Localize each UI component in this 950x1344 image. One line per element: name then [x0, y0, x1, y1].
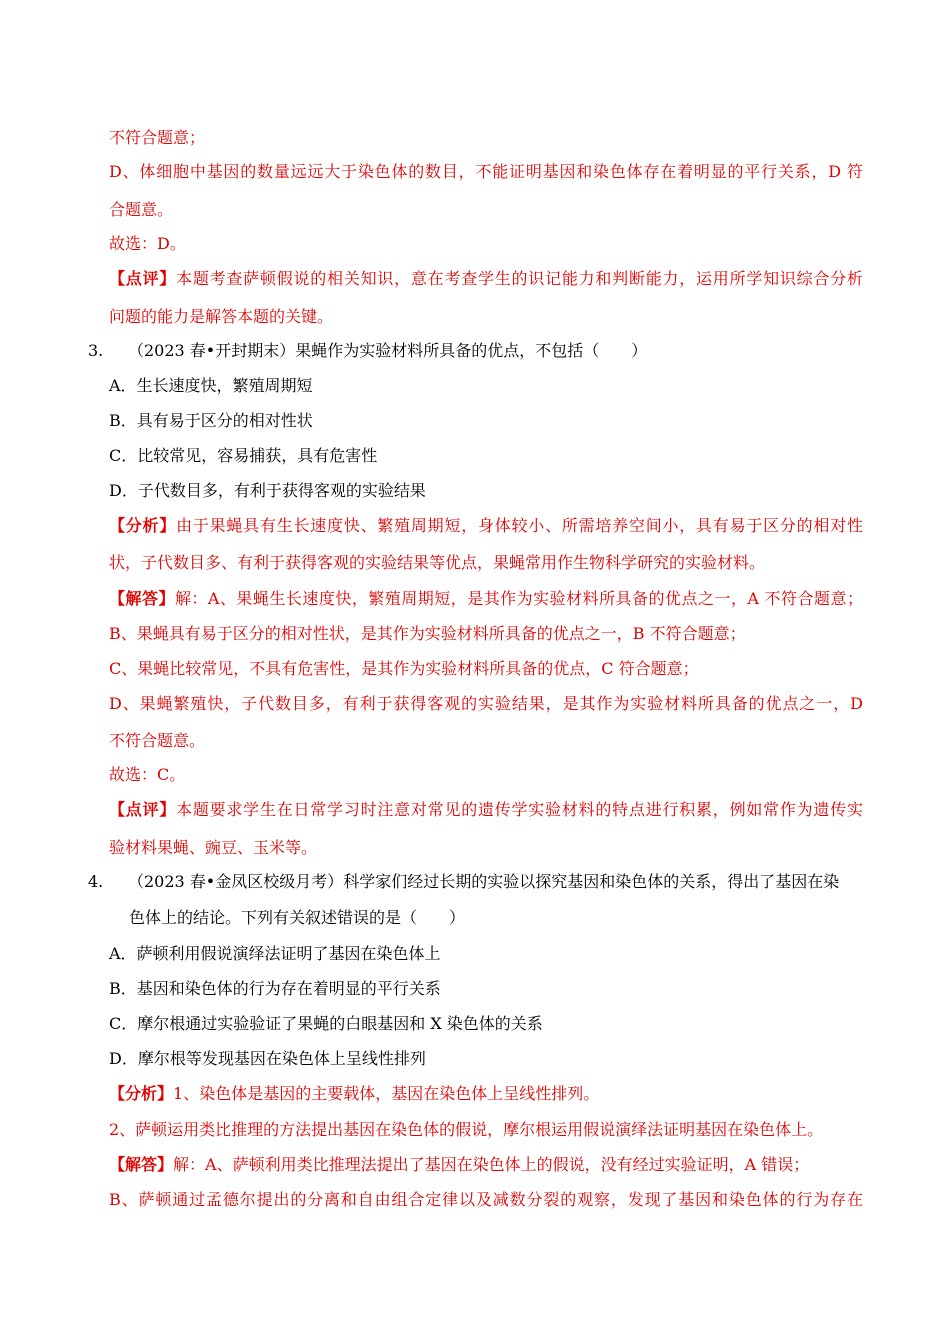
option-b: B．基因和染色体的行为存在着明显的平行关系: [109, 979, 441, 998]
question-number: 3.: [88, 341, 104, 360]
prev-answer: 故选：D。: [109, 234, 186, 253]
question-number: 4.: [88, 872, 104, 891]
question-4-stem: [88, 872, 863, 892]
question-text: （2023 春•开封期末）果蝇作为实验材料所具备的优点，不包括（ ）: [128, 341, 648, 360]
answer: 故选：C。: [109, 765, 186, 784]
analysis-text: 1、染色体是基因的主要载体，基因在染色体上呈线性排列。: [173, 1084, 600, 1103]
comment-text: 本题考查萨顿假说的相关知识，意在考查学生的识记能力和判断能力，运用所学知识综合分析: [176, 269, 863, 288]
comment-text: 本题要求学生在日常学习时注意对常见的遗传学实验材料的特点进行积累，例如常作为遗传实: [176, 800, 863, 819]
prev-comment: [109, 269, 863, 289]
solution-tag: 【解答】: [109, 589, 175, 608]
option-d: D．摩尔根等发现基因在染色体上呈线性排列: [109, 1049, 426, 1068]
prev-comment-cont: 问题的能力是解答本题的关键。: [109, 307, 334, 326]
analysis-text: 由于果蝇具有生长速度快、繁殖周期短，身体较小、所需培养空间小，具有易于区分的相对性: [176, 516, 863, 535]
question-text: （2023 春•金凤区校级月考）科学家们经过长期的实验以探究基因和染色体的关系，得出了基因在染: [128, 872, 840, 891]
solution-line: C、果蝇比较常见，不具有危害性，是其作为实验材料所具备的优点，C 符合题意；: [109, 659, 699, 678]
prev-solution-option-d: D、体细胞中基因的数量远远大于染色体的数目，不能证明基因和染色体存在着明显的平行关系，D 符: [109, 162, 863, 181]
analysis-cont: 状，子代数目多、有利于获得客观的实验结果等优点，果蝇常用作生物科学研究的实验材料。: [109, 553, 766, 572]
prev-solution-line: 不符合题意；: [109, 128, 206, 147]
question-3-stem: [88, 341, 647, 361]
solution-text: 解：A、萨顿利用类比推理法提出了基因在染色体上的假说，没有经过实验证明，A 错误；: [173, 1155, 810, 1174]
comment-cont: 验材料果蝇、豌豆、玉米等。: [109, 838, 318, 857]
solution-text: 解：A、果蝇生长速度快，繁殖周期短，是其作为实验材料所具备的优点之一，A 不符合题意；: [174, 589, 863, 608]
analysis: [109, 1084, 599, 1104]
analysis-tag: 【分析】: [109, 516, 177, 535]
option-b: B．具有易于区分的相对性状: [109, 411, 313, 430]
solution-line: B、萨顿通过孟德尔提出的分离和自由组合定律以及减数分裂的观察，发现了基因和染色体的行为存在: [109, 1190, 863, 1209]
prev-solution-line: 合题意。: [109, 200, 174, 219]
solution-line: B、果蝇具有易于区分的相对性状，是其作为实验材料所具备的优点之一，B 不符合题意；: [109, 624, 746, 643]
comment-tag: 【点评】: [109, 269, 177, 288]
question-4-stem-cont: 色体上的结论。下列有关叙述错误的是（ ）: [129, 908, 466, 927]
solution-tag: 【解答】: [109, 1155, 174, 1174]
option-d: D．子代数目多，有利于获得客观的实验结果: [109, 481, 426, 500]
option-a: A．生长速度快，繁殖周期短: [109, 376, 313, 395]
comment-tag: 【点评】: [109, 800, 177, 819]
comment: [109, 800, 863, 820]
option-a: A．萨顿利用假说演绎法证明了基因在染色体上: [109, 944, 441, 963]
analysis: [109, 516, 863, 536]
solution: [109, 1155, 809, 1175]
option-c: C．比较常见，容易捕获，具有危害性: [109, 446, 378, 465]
analysis-cont: 2、萨顿运用类比推理的方法提出基因在染色体的假说，摩尔根运用假说演绎法证明基因在染色体上。: [109, 1120, 824, 1139]
solution: [109, 589, 863, 609]
analysis-tag: 【分析】: [109, 1084, 174, 1103]
solution-line: 不符合题意。: [109, 731, 206, 750]
solution-line: D、果蝇繁殖快，子代数目多，有利于获得客观的实验结果，是其作为实验材料所具备的优点之一，D: [109, 694, 863, 713]
option-c: C．摩尔根通过实验验证了果蝇的白眼基因和 X 染色体的关系: [109, 1014, 543, 1033]
